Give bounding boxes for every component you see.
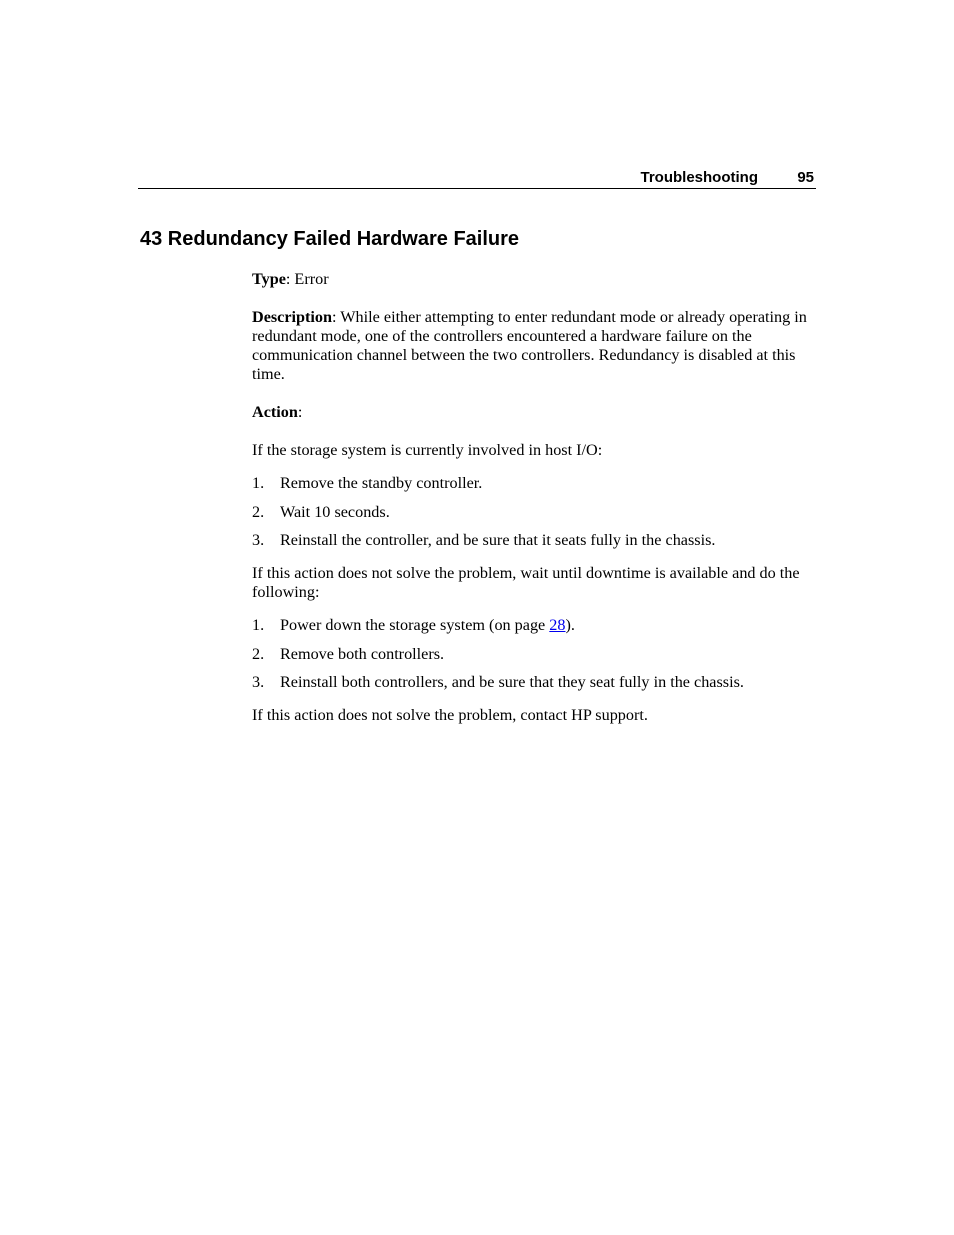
type-paragraph bbox=[252, 270, 817, 289]
header-page-number: 95 bbox=[797, 169, 814, 186]
list-item-text-after: ). bbox=[565, 616, 575, 634]
list-item bbox=[252, 474, 817, 493]
description-paragraph bbox=[252, 308, 817, 384]
page-header bbox=[138, 168, 816, 189]
list-item bbox=[252, 673, 817, 692]
list-item-number: 1. bbox=[252, 616, 265, 634]
list-item-text: Wait 10 seconds. bbox=[280, 502, 390, 521]
list-item-text: Remove the standby controller. bbox=[280, 474, 483, 492]
description-label: Description bbox=[252, 308, 333, 326]
type-label: Type bbox=[252, 270, 286, 288]
steps-list-downtime bbox=[252, 616, 817, 692]
action-label: Action bbox=[252, 403, 298, 421]
list-item-text: Reinstall both controllers, and be sure that they seat fully in the chassis. bbox=[280, 673, 744, 691]
action-paragraph bbox=[252, 403, 817, 422]
list-item-number: 3. bbox=[252, 531, 265, 549]
type-value: : Error bbox=[285, 270, 329, 288]
list-item bbox=[252, 503, 817, 522]
page-link[interactable]: 28 bbox=[549, 616, 566, 634]
page-title: 43 Redundancy Failed Hardware Failure bbox=[140, 228, 520, 250]
list-item-number: 2. bbox=[252, 502, 265, 521]
list-item-number: 1. bbox=[252, 474, 265, 492]
list-item-text: Reinstall the controller, and be sure that it seats fully in the chassis. bbox=[280, 531, 716, 549]
steps-list-host-io bbox=[252, 474, 817, 550]
list-item bbox=[252, 531, 817, 550]
action-suffix: : bbox=[297, 403, 303, 421]
list-item bbox=[252, 616, 817, 635]
list-item bbox=[252, 645, 817, 664]
description-text: : While either attempting to enter redundant mode or already operating in redundant mode, one of the controllers encountered a hardware failure on the communication channel between the two controllers. Redundancy is disabled at this time. bbox=[252, 308, 807, 383]
list-item-number: 2. bbox=[252, 644, 265, 663]
intro-downtime: If this action does not solve the problem, wait until downtime is available and do the following: bbox=[252, 564, 800, 601]
list-item-text-before: Power down the storage system (on page bbox=[280, 616, 550, 634]
main-content bbox=[252, 270, 817, 725]
intro-host-io: If the storage system is currently involved in host I/O: bbox=[252, 441, 603, 459]
header-section-title: Troubleshooting bbox=[640, 169, 758, 186]
closing-paragraph: If this action does not solve the problem, contact HP support. bbox=[252, 706, 648, 724]
list-item-number: 3. bbox=[252, 673, 265, 691]
list-item-text: Remove both controllers. bbox=[280, 644, 445, 663]
